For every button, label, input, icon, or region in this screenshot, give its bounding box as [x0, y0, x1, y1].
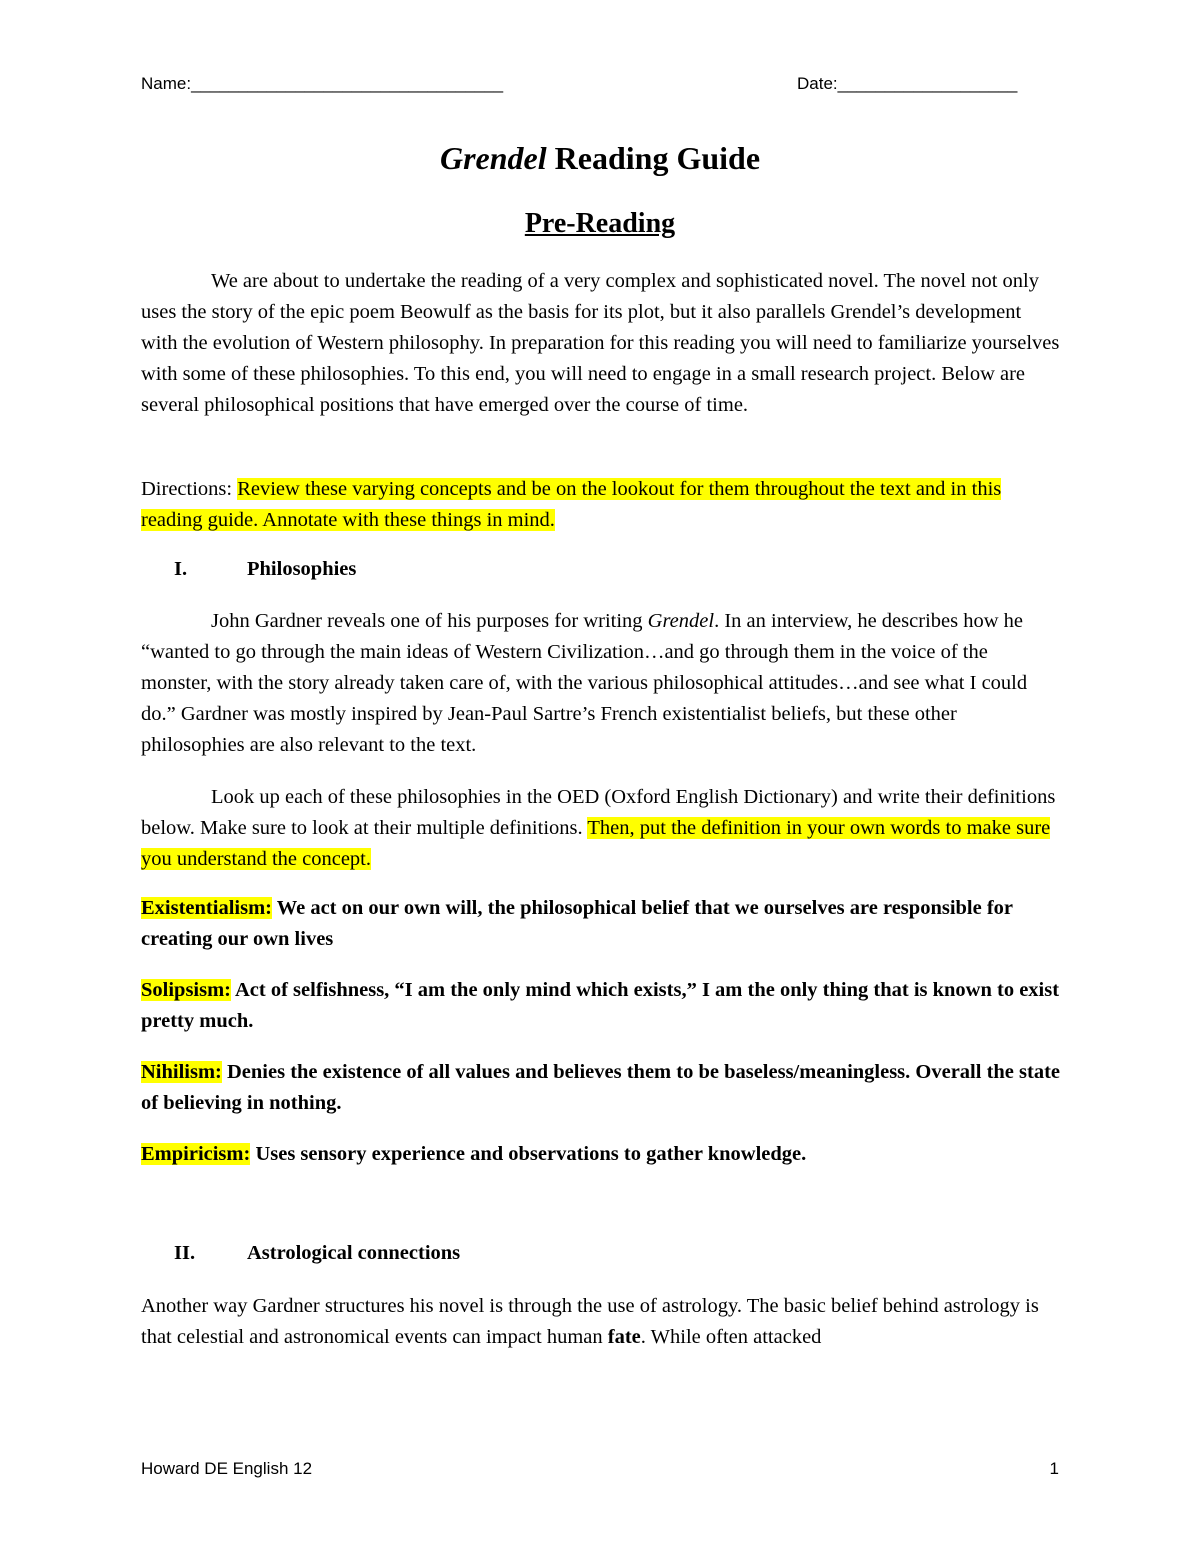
directions-label: Directions: [141, 478, 238, 500]
section-title: Astrological connections [247, 1242, 461, 1264]
page-subtitle: Pre-Reading [524, 208, 676, 239]
definition-term: Existentialism: [141, 897, 272, 919]
definition-existentialism [141, 893, 1061, 955]
gardner-paragraph [141, 606, 1061, 761]
definition-solipsism [141, 975, 1061, 1037]
astrology-text-b: . While often attacked [640, 1326, 822, 1348]
name-field: Name:_________________________________ [141, 74, 504, 93]
gardner-text-italic: Grendel [647, 610, 715, 632]
definition-text: We act on our own will, the philosophical belief that we ourselves are responsible for creating our own lives [141, 897, 1013, 950]
title-italic: Grendel [439, 140, 547, 176]
definition-term: Nihilism: [141, 1061, 222, 1083]
intro-paragraph: We are about to undertake the reading of a very complex and sophisticated novel. The novel not only uses the story of the epic poem Beowulf as the basis for its plot, but it also parallels Grendel’s development with the evolution of Western philosophy. In preparation for this reading you will need to familiarize yourselves with some of these philosophies. To this end, you will need to engage in a small research project. Below are several philosophical positions that have emerged over the course of time. [141, 270, 1060, 416]
page-number: 1 [1049, 1459, 1059, 1478]
definition-term: Solipsism: [141, 979, 231, 1001]
directions-paragraph [141, 474, 1061, 536]
date-field: Date:___________________ [797, 74, 1018, 93]
directions-highlight: Review these varying concepts and be on the lookout for them throughout the text and in this reading guide. Annotate with these things in mind. [141, 478, 1002, 531]
section-number: II. [174, 1242, 196, 1264]
oed-paragraph [141, 782, 1061, 875]
footer-course: Howard DE English 12 [141, 1459, 313, 1478]
oed-highlight: Then, put the definition in your own words to make sure you understand the concept. [141, 817, 1051, 870]
definition-text: Denies the existence of all values and believes them to be baseless/meaningless. Overall the state of believing in nothing. [141, 1061, 1061, 1114]
gardner-text-b: . In an interview, he describes how he “wanted to go through the main ideas of Western Civilization…and go through them in the voice of the monster, with the story already taken care of, with the various philosophical attitudes…and see what I could do.” Gardner was mostly inspired by Jean-Paul Sartre’s French existentialist beliefs, but these other philosophies are also relevant to the text. [141, 610, 1028, 756]
page-title [0, 140, 1200, 177]
definition-empiricism [141, 1139, 1061, 1170]
title-rest: Reading Guide [546, 140, 761, 176]
page-header [141, 74, 1059, 102]
astrology-text-bold: fate [607, 1326, 641, 1348]
astrology-paragraph [141, 1291, 1061, 1353]
section-number: I. [174, 558, 188, 580]
definition-term: Empiricism: [141, 1143, 251, 1165]
section-title: Philosophies [247, 558, 357, 580]
definition-text: Act of selfishness, “I am the only mind which exists,” I am the only thing that is known to exist pretty much. [141, 979, 1060, 1032]
definition-nihilism [141, 1057, 1061, 1119]
astrology-text-a: Another way Gardner structures his novel is through the use of astrology. The basic belief behind astrology is that celestial and astronomical events can impact human [141, 1295, 1039, 1348]
oed-text: Look up each of these philosophies in the OED (Oxford English Dictionary) and write their definitions below. Make sure to look at their multiple definitions. [141, 786, 1056, 839]
definition-text: Uses sensory experience and observations to gather knowledge. [250, 1143, 807, 1165]
gardner-text-a: John Gardner reveals one of his purposes for writing [211, 610, 648, 632]
